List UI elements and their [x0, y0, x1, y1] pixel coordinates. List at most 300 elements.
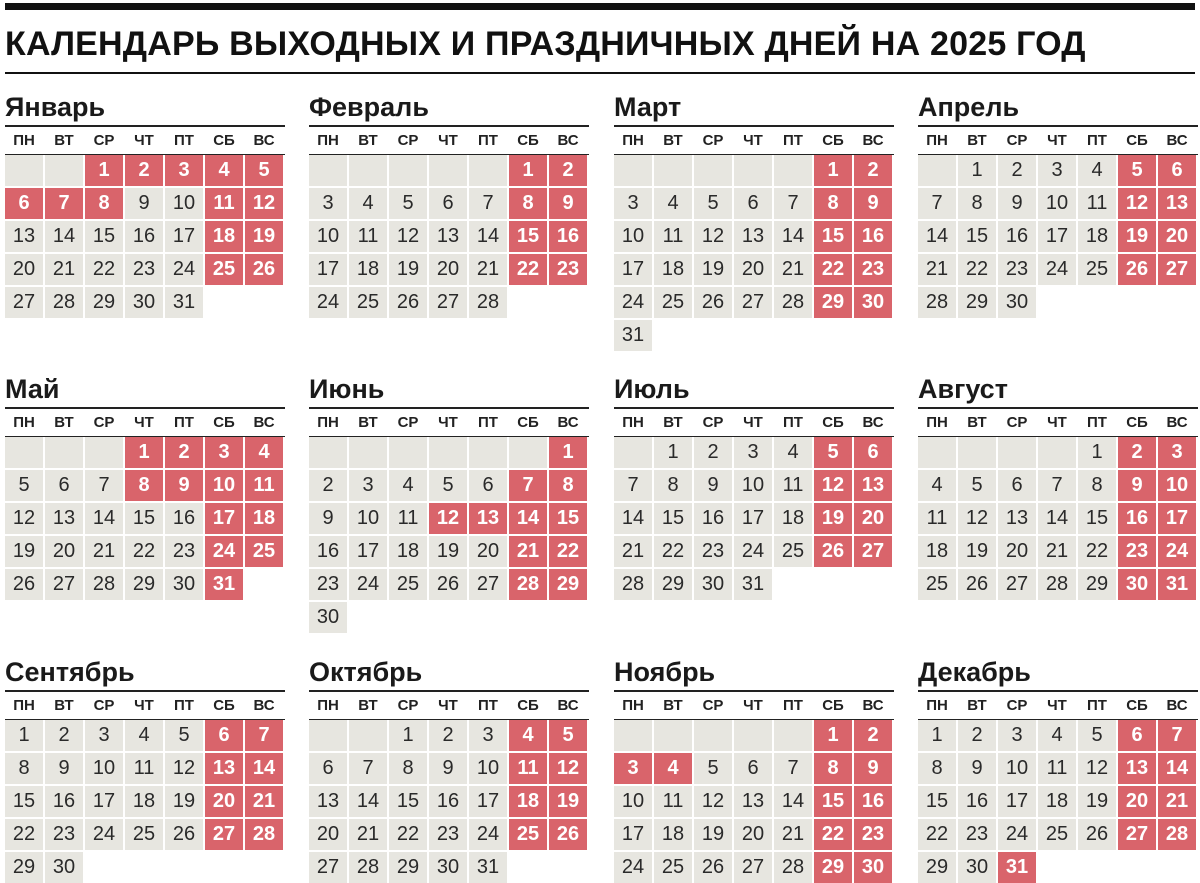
weekday-header — [5, 128, 285, 154]
work-day: 5 — [5, 470, 43, 501]
weekday-label: ПН — [622, 697, 644, 714]
holiday-day: 20 — [854, 503, 892, 534]
work-day: 9 — [125, 188, 163, 219]
work-day: 17 — [469, 786, 507, 817]
work-day: 17 — [165, 221, 203, 252]
work-day: 11 — [1038, 753, 1076, 784]
holiday-day: 6 — [205, 720, 243, 751]
month-name: Август — [918, 374, 1008, 404]
holiday-day: 28 — [1158, 819, 1196, 850]
work-day: 27 — [5, 287, 43, 318]
month-name: Январь — [5, 92, 106, 122]
work-day: 29 — [918, 852, 956, 883]
month-name: Декабрь — [918, 657, 1031, 687]
weekday-label: ЧТ — [743, 697, 763, 714]
work-day: 18 — [918, 536, 956, 567]
weekday-label: СР — [702, 132, 724, 149]
holiday-day: 1 — [85, 155, 123, 186]
holiday-day: 5 — [245, 155, 283, 186]
empty-cell — [694, 155, 732, 186]
holiday-day: 6 — [854, 437, 892, 468]
holiday-day: 3 — [205, 437, 243, 468]
holiday-day: 12 — [429, 503, 467, 534]
weekday-label: ПТ — [1087, 414, 1107, 431]
work-day: 24 — [734, 536, 772, 567]
work-day: 21 — [349, 819, 387, 850]
holiday-day: 4 — [245, 437, 283, 468]
empty-cell — [5, 437, 43, 468]
work-day: 26 — [1078, 819, 1116, 850]
holiday-day: 8 — [814, 753, 852, 784]
month-rule — [5, 407, 285, 409]
weekday-label: СБ — [517, 414, 539, 431]
month-name: Октябрь — [309, 657, 423, 687]
weekday-label: СБ — [822, 132, 844, 149]
weekday-header — [5, 693, 285, 719]
weekday-label: ВТ — [967, 697, 987, 714]
weekday-label: ПТ — [1087, 697, 1107, 714]
work-day: 27 — [45, 569, 83, 600]
work-day: 20 — [309, 819, 347, 850]
weekday-label: ПТ — [783, 414, 803, 431]
work-day: 21 — [469, 254, 507, 285]
work-day: 28 — [774, 287, 812, 318]
work-day: 30 — [694, 569, 732, 600]
empty-cell — [1038, 437, 1076, 468]
holiday-day: 21 — [1158, 786, 1196, 817]
work-day: 24 — [469, 819, 507, 850]
month-name: Ноябрь — [614, 657, 716, 687]
weekday-label: СР — [702, 697, 724, 714]
weekday-label: ЧТ — [134, 132, 154, 149]
work-day: 13 — [309, 786, 347, 817]
work-day: 6 — [309, 753, 347, 784]
holiday-day: 16 — [549, 221, 587, 252]
work-day: 26 — [429, 569, 467, 600]
work-day: 1 — [389, 720, 427, 751]
weekday-label: ВТ — [967, 132, 987, 149]
work-day: 5 — [389, 188, 427, 219]
work-day: 12 — [958, 503, 996, 534]
work-day: 30 — [958, 852, 996, 883]
work-day: 2 — [45, 720, 83, 751]
weekday-label: ПТ — [783, 697, 803, 714]
work-day: 29 — [389, 852, 427, 883]
work-day: 25 — [1038, 819, 1076, 850]
work-day: 27 — [998, 569, 1036, 600]
work-day: 17 — [614, 819, 652, 850]
holiday-day: 31 — [1158, 569, 1196, 600]
weekday-header — [918, 693, 1198, 719]
work-day: 16 — [429, 786, 467, 817]
month-name: Июнь — [309, 374, 385, 404]
weekday-label: ПН — [317, 132, 339, 149]
month-rule — [309, 690, 589, 692]
work-day: 5 — [165, 720, 203, 751]
holiday-day: 8 — [549, 470, 587, 501]
holiday-day: 5 — [549, 720, 587, 751]
holiday-day: 1 — [549, 437, 587, 468]
weekday-header — [614, 128, 894, 154]
holiday-day: 12 — [1118, 188, 1156, 219]
work-day: 20 — [429, 254, 467, 285]
work-day: 23 — [125, 254, 163, 285]
holiday-day: 14 — [509, 503, 547, 534]
work-day: 24 — [309, 287, 347, 318]
weekday-label: СР — [397, 697, 419, 714]
month-rule — [309, 125, 589, 127]
work-day: 17 — [309, 254, 347, 285]
work-day: 19 — [694, 819, 732, 850]
holiday-day: 18 — [205, 221, 243, 252]
holiday-day: 14 — [245, 753, 283, 784]
work-day: 4 — [349, 188, 387, 219]
holiday-day: 18 — [509, 786, 547, 817]
work-day: 14 — [774, 221, 812, 252]
holiday-day: 15 — [814, 786, 852, 817]
work-day: 18 — [654, 819, 692, 850]
work-day: 8 — [958, 188, 996, 219]
work-day: 22 — [5, 819, 43, 850]
work-day: 5 — [694, 188, 732, 219]
work-day: 25 — [349, 287, 387, 318]
work-day: 15 — [918, 786, 956, 817]
weekday-label: ЧТ — [438, 132, 458, 149]
work-day: 4 — [654, 188, 692, 219]
holiday-day: 6 — [1158, 155, 1196, 186]
holiday-day: 23 — [549, 254, 587, 285]
work-day: 15 — [125, 503, 163, 534]
holiday-day: 12 — [814, 470, 852, 501]
weekday-label: ВС — [557, 414, 579, 431]
work-day: 10 — [85, 753, 123, 784]
work-day: 11 — [774, 470, 812, 501]
work-day: 9 — [429, 753, 467, 784]
holiday-day: 30 — [854, 287, 892, 318]
work-day: 16 — [125, 221, 163, 252]
weekday-label: ВТ — [358, 414, 378, 431]
work-day: 19 — [694, 254, 732, 285]
work-day: 15 — [654, 503, 692, 534]
work-day: 31 — [469, 852, 507, 883]
empty-cell — [309, 720, 347, 751]
weekday-label: ПТ — [478, 697, 498, 714]
work-day: 26 — [5, 569, 43, 600]
work-day: 15 — [5, 786, 43, 817]
work-day: 8 — [389, 753, 427, 784]
work-day: 20 — [469, 536, 507, 567]
work-day: 16 — [998, 221, 1036, 252]
work-day: 21 — [1038, 536, 1076, 567]
work-day: 13 — [429, 221, 467, 252]
work-day: 5 — [958, 470, 996, 501]
work-day: 11 — [654, 786, 692, 817]
holiday-day: 8 — [125, 470, 163, 501]
holiday-day: 15 — [814, 221, 852, 252]
work-day: 17 — [349, 536, 387, 567]
month-name: Июль — [614, 374, 690, 404]
work-day: 30 — [429, 852, 467, 883]
work-day: 5 — [1078, 720, 1116, 751]
holiday-day: 28 — [245, 819, 283, 850]
holiday-day: 10 — [1158, 470, 1196, 501]
work-day: 12 — [165, 753, 203, 784]
work-day: 21 — [45, 254, 83, 285]
weekday-label: ПТ — [478, 132, 498, 149]
work-day: 20 — [45, 536, 83, 567]
empty-cell — [85, 437, 123, 468]
work-day: 22 — [654, 536, 692, 567]
empty-cell — [469, 155, 507, 186]
work-day: 7 — [918, 188, 956, 219]
empty-cell — [309, 437, 347, 468]
weekday-label: СР — [93, 697, 115, 714]
weekday-label: ЧТ — [1047, 132, 1067, 149]
work-day: 23 — [429, 819, 467, 850]
holiday-day: 8 — [814, 188, 852, 219]
holiday-day: 30 — [854, 852, 892, 883]
weekday-header — [5, 410, 285, 436]
holiday-day: 2 — [165, 437, 203, 468]
weekday-label: ПТ — [1087, 132, 1107, 149]
holiday-day: 1 — [509, 155, 547, 186]
work-day: 7 — [349, 753, 387, 784]
weekday-label: ВС — [1166, 414, 1188, 431]
work-day: 2 — [998, 155, 1036, 186]
empty-cell — [774, 155, 812, 186]
holiday-day: 23 — [854, 819, 892, 850]
work-day: 31 — [614, 320, 652, 351]
weekday-label: ВС — [862, 414, 884, 431]
work-day: 5 — [694, 753, 732, 784]
work-day: 11 — [349, 221, 387, 252]
work-day: 11 — [125, 753, 163, 784]
holiday-day: 2 — [854, 155, 892, 186]
empty-cell — [998, 437, 1036, 468]
holiday-day: 3 — [1158, 437, 1196, 468]
work-day: 17 — [85, 786, 123, 817]
weekday-label: ПТ — [174, 697, 194, 714]
holiday-day: 27 — [1118, 819, 1156, 850]
weekday-label: ВС — [253, 132, 275, 149]
work-day: 31 — [165, 287, 203, 318]
work-day: 14 — [45, 221, 83, 252]
work-day: 7 — [614, 470, 652, 501]
weekday-label: ЧТ — [743, 414, 763, 431]
work-day: 11 — [918, 503, 956, 534]
work-day: 8 — [654, 470, 692, 501]
work-day: 2 — [694, 437, 732, 468]
work-day: 31 — [734, 569, 772, 600]
holiday-day: 11 — [245, 470, 283, 501]
weekday-label: ВС — [862, 697, 884, 714]
work-day: 30 — [165, 569, 203, 600]
work-day: 29 — [85, 287, 123, 318]
month-rule — [614, 690, 894, 692]
weekday-label: СР — [397, 414, 419, 431]
work-day: 10 — [1038, 188, 1076, 219]
holiday-day: 3 — [614, 753, 652, 784]
weekday-label: ПТ — [174, 414, 194, 431]
weekday-label: ПН — [317, 697, 339, 714]
work-day: 13 — [734, 786, 772, 817]
work-day: 4 — [1038, 720, 1076, 751]
weekday-label: ВС — [1166, 697, 1188, 714]
holiday-day: 11 — [205, 188, 243, 219]
weekday-label: ПН — [13, 132, 35, 149]
work-day: 2 — [958, 720, 996, 751]
empty-cell — [918, 437, 956, 468]
holiday-day: 29 — [814, 852, 852, 883]
weekday-label: ВС — [557, 132, 579, 149]
holiday-day: 20 — [1118, 786, 1156, 817]
work-day: 25 — [774, 536, 812, 567]
work-day: 16 — [45, 786, 83, 817]
work-day: 3 — [349, 470, 387, 501]
holiday-day: 20 — [205, 786, 243, 817]
work-day: 1 — [1078, 437, 1116, 468]
weekday-label: ВТ — [358, 697, 378, 714]
work-day: 27 — [734, 287, 772, 318]
empty-cell — [469, 437, 507, 468]
work-day: 10 — [614, 221, 652, 252]
weekday-label: ВТ — [663, 132, 683, 149]
work-day: 20 — [734, 254, 772, 285]
month-rule — [5, 690, 285, 692]
work-day: 17 — [1038, 221, 1076, 252]
work-day: 28 — [774, 852, 812, 883]
weekday-label: ЧТ — [1047, 697, 1067, 714]
empty-cell — [349, 437, 387, 468]
work-day: 12 — [5, 503, 43, 534]
weekday-label: ВС — [253, 414, 275, 431]
work-day: 9 — [309, 503, 347, 534]
work-day: 22 — [85, 254, 123, 285]
holiday-day: 22 — [549, 536, 587, 567]
holiday-day: 26 — [549, 819, 587, 850]
work-day: 1 — [5, 720, 43, 751]
work-day: 8 — [5, 753, 43, 784]
holiday-day: 27 — [205, 819, 243, 850]
work-day: 12 — [389, 221, 427, 252]
holiday-day: 9 — [854, 753, 892, 784]
month-name: Май — [5, 374, 60, 404]
holiday-day: 9 — [1118, 470, 1156, 501]
work-day: 7 — [774, 188, 812, 219]
work-day: 24 — [1038, 254, 1076, 285]
weekday-header — [614, 410, 894, 436]
holiday-day: 4 — [509, 720, 547, 751]
weekday-label: ЧТ — [438, 414, 458, 431]
holiday-day: 27 — [854, 536, 892, 567]
work-day: 14 — [85, 503, 123, 534]
weekday-label: ПН — [622, 132, 644, 149]
weekday-label: СР — [702, 414, 724, 431]
work-day: 25 — [918, 569, 956, 600]
work-day: 4 — [389, 470, 427, 501]
holiday-day: 31 — [998, 852, 1036, 883]
work-day: 23 — [45, 819, 83, 850]
work-day: 9 — [45, 753, 83, 784]
work-day: 30 — [998, 287, 1036, 318]
work-day: 10 — [309, 221, 347, 252]
holiday-day: 2 — [854, 720, 892, 751]
work-day: 6 — [429, 188, 467, 219]
work-day: 10 — [614, 786, 652, 817]
work-day: 10 — [469, 753, 507, 784]
work-day: 17 — [614, 254, 652, 285]
weekday-label: СР — [1006, 132, 1028, 149]
work-day: 19 — [5, 536, 43, 567]
weekday-label: ПН — [926, 132, 948, 149]
weekday-label: ВТ — [54, 697, 74, 714]
holiday-day: 21 — [245, 786, 283, 817]
work-day: 4 — [774, 437, 812, 468]
empty-cell — [614, 155, 652, 186]
weekday-label: СБ — [1126, 132, 1148, 149]
work-day: 11 — [654, 221, 692, 252]
holiday-day: 25 — [245, 536, 283, 567]
weekday-label: ПТ — [478, 414, 498, 431]
holiday-day: 19 — [814, 503, 852, 534]
work-day: 23 — [958, 819, 996, 850]
work-day: 27 — [469, 569, 507, 600]
work-day: 30 — [125, 287, 163, 318]
weekday-label: ВТ — [967, 414, 987, 431]
work-day: 12 — [694, 221, 732, 252]
holiday-day: 2 — [549, 155, 587, 186]
work-day: 1 — [958, 155, 996, 186]
work-day: 7 — [774, 753, 812, 784]
holiday-day: 16 — [854, 221, 892, 252]
holiday-day: 29 — [814, 287, 852, 318]
work-day: 18 — [1078, 221, 1116, 252]
holiday-day: 2 — [1118, 437, 1156, 468]
work-day: 7 — [85, 470, 123, 501]
weekday-label: ВС — [253, 697, 275, 714]
work-day: 19 — [1078, 786, 1116, 817]
work-day: 22 — [389, 819, 427, 850]
weekday-label: ПН — [926, 697, 948, 714]
holiday-day: 18 — [245, 503, 283, 534]
holiday-day: 21 — [509, 536, 547, 567]
empty-cell — [429, 437, 467, 468]
work-day: 3 — [309, 188, 347, 219]
empty-cell — [45, 437, 83, 468]
empty-cell — [45, 155, 83, 186]
work-day: 10 — [734, 470, 772, 501]
work-day: 28 — [349, 852, 387, 883]
holiday-day: 23 — [1118, 536, 1156, 567]
work-day: 3 — [469, 720, 507, 751]
work-day: 13 — [998, 503, 1036, 534]
work-day: 23 — [165, 536, 203, 567]
weekday-label: ПТ — [783, 132, 803, 149]
holiday-day: 22 — [814, 819, 852, 850]
holiday-day: 25 — [205, 254, 243, 285]
empty-cell — [918, 155, 956, 186]
work-day: 2 — [429, 720, 467, 751]
weekday-label: СБ — [213, 414, 235, 431]
work-day: 24 — [165, 254, 203, 285]
empty-cell — [389, 155, 427, 186]
month-rule — [918, 125, 1198, 127]
holiday-day: 9 — [549, 188, 587, 219]
work-day: 10 — [998, 753, 1036, 784]
holiday-day: 13 — [1158, 188, 1196, 219]
work-day: 19 — [165, 786, 203, 817]
weekday-header — [309, 693, 589, 719]
